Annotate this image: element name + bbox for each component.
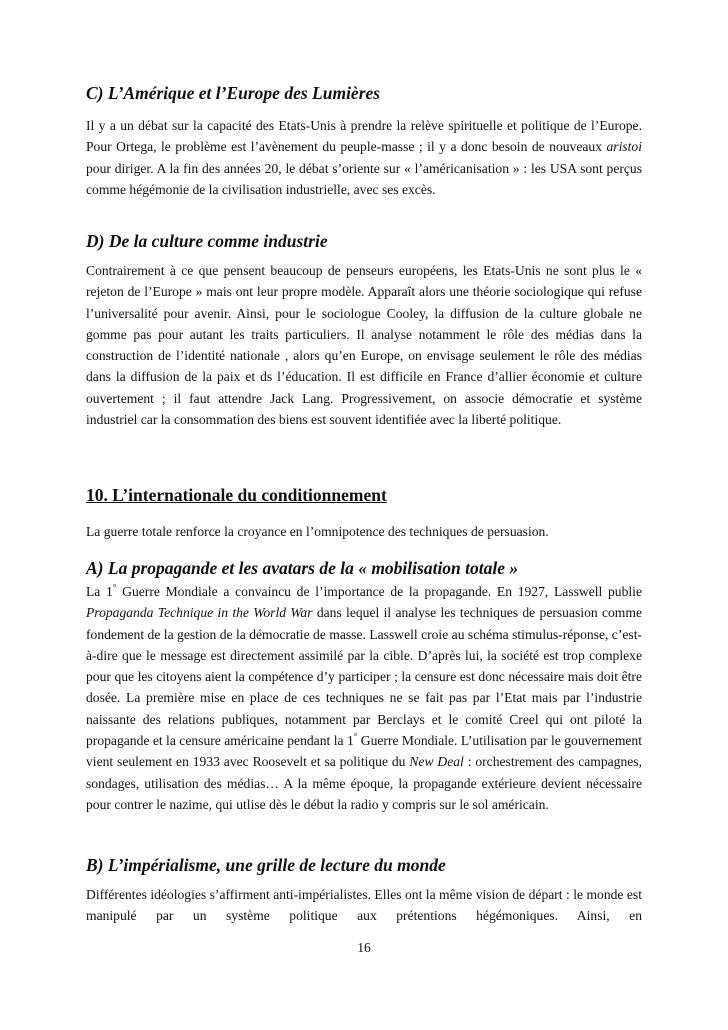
section-b-heading: B) L’impérialisme, une grille de lecture du monde [86,855,446,875]
section-a-text-4: Guerre Mondiale. L’utilisation par le gouvernement vient seulement en 1933 avec Roosevelt et sa politique du [86,733,642,770]
section-a-paragraph [86,581,642,815]
section-a-heading: A) La propagande et les avatars de la « mobilisation totale » [86,558,519,578]
section-b-paragraph: Différentes idéologies s’affirment anti-impérialistes. Elles ont la même vision de départ : le monde est manipulé par un système politique aux prétentions hégémoniques. Ainsi, en [86,887,642,924]
section-a-text-1: La 1 [86,584,113,599]
section-10-intro: La guerre totale renforce la croyance en l’omnipotence des techniques de persuasion. [86,524,549,539]
page-number: 16 [357,940,371,955]
new-deal-term: New Deal [409,754,464,770]
section-a-text-5: : orchestrement des campagnes, sondages, utilisation des médias… A la même époque, la propagande extérieure devient nécessaire pour contrer le nazime, qui utlise dès le début la radio y compris sur le sol américain. [86,754,642,812]
section-d-heading: D) De la culture comme industrie [86,231,328,251]
ordinal-degree: ° [353,731,358,742]
section-c-text-2: pour diriger. A la fin des années 20, le débat s’oriente sur « l’américanisation » : les USA sont perçus comme hégémonie de la civilisation industrielle, avec ses excès. [86,160,642,197]
book-title: Propaganda Technique in the World War [86,605,313,621]
section-c-text-1: Il y a un débat sur la capacité des Etats-Unis à prendre la relève spirituelle et politique de l’Europe. Pour Ortega, le problème est l’avènement du peuple-masse ; il y a donc besoin de nouveaux [86,118,642,155]
section-d-paragraph: Contrairement à ce que pensent beaucoup de penseurs européens, les Etats-Unis ne sont plus le « rejeton de l’Europe » mais ont leur propre modèle. Apparaît alors une théorie sociologique qui refuse l’universalité pour avenir. Ainsi, pour le sociologue Cooley, la diffusion de la culture globale ne gomme pas pour autant les traits particuliers. Il analyse notamment le rôle des médias dans la construction de l’identité nationale , alors qu’en Europe, on envisage seulement le rôle des médias dans la diffusion de la paix et ds l’éducation. Il est difficile en France d’allier économie et culture ouvertement ; il faut attendre Jack Lang. Progressivement, on associe démocratie et système industriel car la consommation des biens est souvent identifiée avec la liberté politique. [86,263,642,428]
ordinal-degree: ° [112,582,117,593]
section-10-heading: 10. L’internationale du conditionnement [86,485,387,505]
aristoi-term: aristoi [606,139,642,155]
section-a-text-3: dans lequel il analyse les techniques de persuasion comme fondement de la gestion de la démocratie de masse. Lasswell croie au schéma stimulus-réponse, c’est-à-dire que le message est directement assimilé par la cible. D’après lui, la société est trop complexe pour que les citoyens aient la compétence d’y participer ; la censure est donc nécessaire mais doit être dosée. La première mise en place de ces techniques ne se fait pas par l’Etat mais par l’industrie naissante des relations publiques, notamment par Berclays et le comité Creel qui ont piloté la propagande et la censure américaine pendant la 1 [86,605,642,749]
section-a-text-2: Guerre Mondiale a convaincu de l’importance de la propagande. En 1927, Lasswell publie [116,584,642,599]
section-c-heading: C) L’Amérique et l’Europe des Lumières [86,83,381,103]
section-c-paragraph [86,115,642,200]
